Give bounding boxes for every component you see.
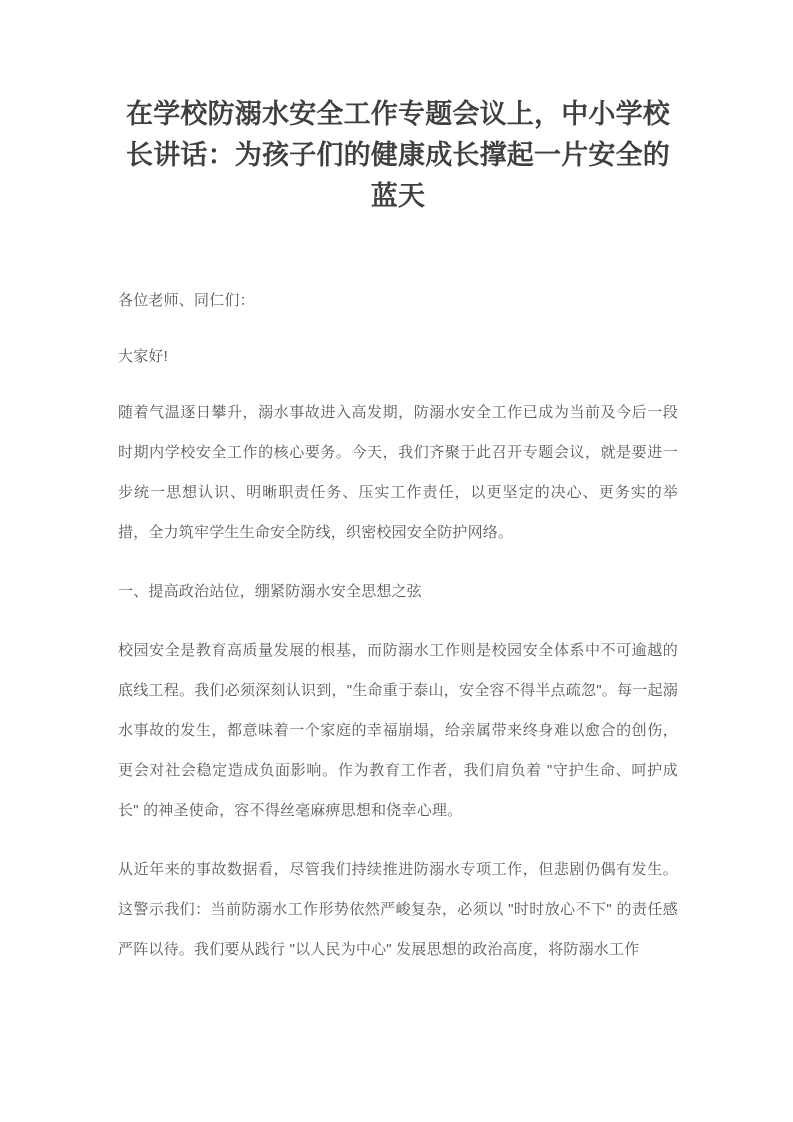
section-heading-1: 一、提高政治站位，绷紧防溺水安全思想之弦 (118, 583, 423, 600)
document-content-column (118, 0, 678, 970)
document-body (118, 281, 678, 970)
section-1-paragraph-2: 从近年来的事故数据看，尽管我们持续推进防溺水专项工作，但悲剧仍偶有发生。这警示我们：当前防溺水工作形势依然严峻复杂，必须以 "时时放心不下" 的责任感严阵以待。我们要从践行 "以人民为中心" 发展思想的政治高度，将防溺水工作 (118, 861, 678, 958)
greeting: 大家好! (118, 348, 168, 365)
intro-paragraph: 随着气温逐日攀升，溺水事故进入高发期，防溺水安全工作已成为当前及今后一段时期内学校安全工作的核心要务。今天，我们齐聚于此召开专题会议，就是要进一步统一思想认识、明晰职责任务、压实工作责任，以更坚定的决心、更务实的举措，全力筑牢学生生命安全防线，织密校园安全防护网络。 (118, 404, 678, 541)
section-1-paragraph-1: 校园安全是教育高质量发展的根基，而防溺水工作则是校园安全体系中不可逾越的底线工程。我们必须深刻认识到，"生命重于泰山，安全容不得半点疏忽"。每一起溺水事故的发生，都意味着一个家庭的幸福崩塌，给亲属带来终身难以愈合的创伤，更会对社会稳定造成负面影响。作为教育工作者，我们肩负着 "守护生命、呵护成长" 的神圣使命，容不得丝毫麻痹思想和侥幸心理。 (118, 642, 678, 819)
salutation: 各位老师、同仁们： (118, 292, 255, 309)
page-title: 在学校防溺水安全工作专题会议上，中小学校长讲话：为孩子们的健康成长撑起一片安全的蓝天 (126, 99, 670, 211)
